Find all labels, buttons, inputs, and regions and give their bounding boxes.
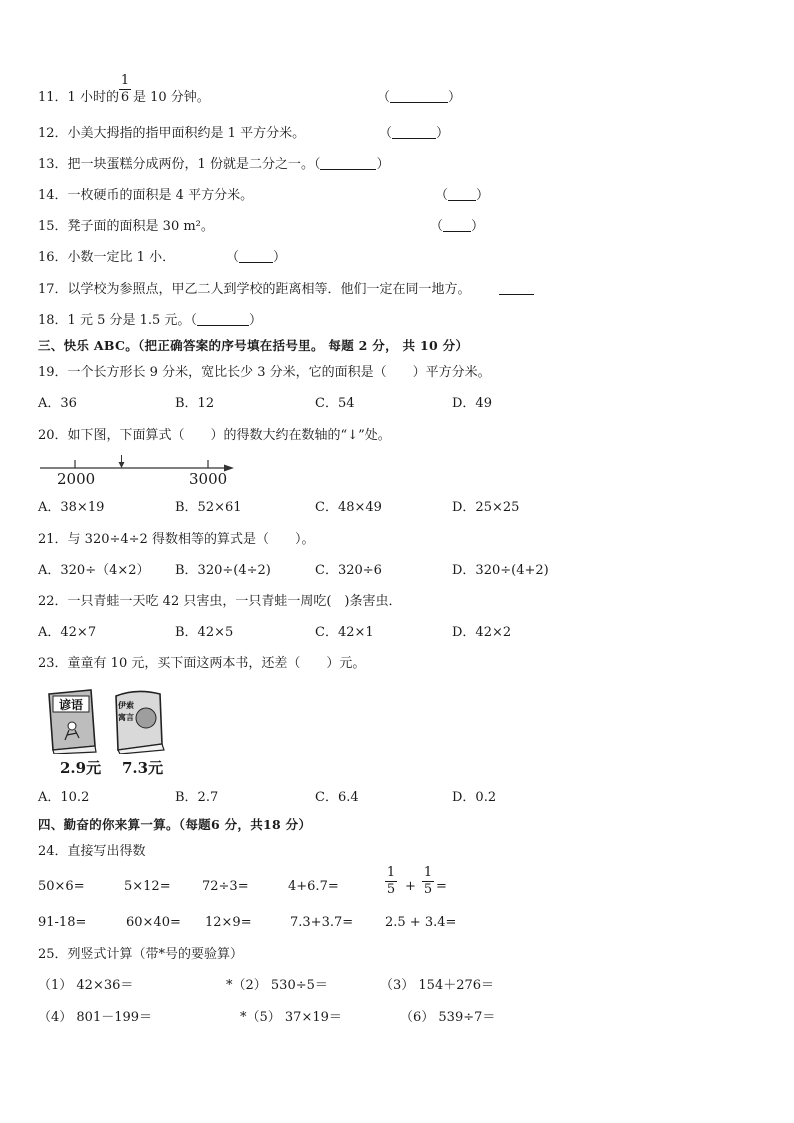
book-aesop-title-line2: 寓言 xyxy=(118,713,134,722)
q22-number: 22． xyxy=(38,594,68,609)
q12-number: 12． xyxy=(38,126,68,141)
q21-option-c[interactable]: C．320÷6 xyxy=(315,563,382,578)
q11-text-b: 是 10 分钟。 xyxy=(132,90,210,105)
axis-label-3000: 3000 xyxy=(189,470,228,488)
question-16 xyxy=(38,250,175,266)
q13-text: 把一块蛋糕分成两份，1 份就是二分之一。 xyxy=(67,157,314,172)
q11-frac-denominator: 6 xyxy=(120,90,130,105)
q15-number: 15． xyxy=(38,219,68,234)
book-proverbs-title: 谚语 xyxy=(58,698,84,712)
q24-fraction-a xyxy=(385,866,397,897)
question-21 xyxy=(38,532,314,548)
q17-number: 17． xyxy=(38,282,68,297)
q13-answer-blank[interactable]: （ ） xyxy=(313,157,390,172)
q25-text: 列竖式计算（带*号的要验算） xyxy=(67,947,244,962)
q24-text: 直接写出得数 xyxy=(67,844,146,859)
q21-option-a[interactable]: A．320÷（4×2） xyxy=(38,563,150,578)
q15-answer-blank[interactable]: （ ） xyxy=(430,219,485,234)
question-13 xyxy=(38,157,389,173)
q21-option-d[interactable]: D．320÷(4+2) xyxy=(452,563,549,578)
q22-option-a[interactable]: A．42×7 xyxy=(38,625,97,640)
q12-text: 小美大拇指的指甲面积约是 1 平方分米。 xyxy=(67,126,306,141)
q18-answer-blank[interactable]: （ ） xyxy=(190,313,262,328)
q25-item-3[interactable]: （3） 154＋276＝ xyxy=(380,978,495,993)
q17-text: 以学校为参照点，甲乙二人到学校的距离相等．他们一定在同一地方。 xyxy=(67,282,471,297)
q21-text: 与 320÷4÷2 得数相等的算式是（ ）。 xyxy=(67,532,315,547)
question-23 xyxy=(38,656,365,672)
q22-text: 一只青蛙一天吃 42 只害虫，一只青蛙一周吃( )条害虫． xyxy=(67,594,402,609)
q12-answer-blank[interactable]: （ ） xyxy=(379,126,450,141)
question-22 xyxy=(38,594,402,610)
q23-text: 童童有 10 元，买下面这两本书，还差（ ）元。 xyxy=(67,656,366,671)
q19-option-b[interactable]: B．12 xyxy=(175,396,215,411)
q24-item-9[interactable]: 7.3+3.7= xyxy=(290,915,354,930)
q11-fraction xyxy=(119,74,131,105)
q18-number: 18． xyxy=(38,313,68,328)
q22-option-b[interactable]: B．42×5 xyxy=(175,625,234,640)
q21-option-b[interactable]: B．320÷(4÷2) xyxy=(175,563,271,578)
q23-option-b[interactable]: B．2.7 xyxy=(175,790,219,805)
question-15 xyxy=(38,219,214,235)
q17-answer-blank[interactable] xyxy=(499,282,534,298)
q14-answer-blank[interactable]: （ ） xyxy=(435,188,490,203)
q19-option-c[interactable]: C．54 xyxy=(315,396,355,411)
q25-item-1[interactable]: （1） 42×36＝ xyxy=(38,978,134,993)
q15-text: 凳子面的面积是 30 m²。 xyxy=(67,219,214,234)
q22-option-d[interactable]: D．42×2 xyxy=(452,625,512,640)
axis-label-2000: 2000 xyxy=(57,470,96,488)
q23-option-a[interactable]: A．10.2 xyxy=(38,790,90,805)
q14-text: 一枚硬币的面积是 4 平方分米。 xyxy=(67,188,254,203)
q11-text-a: 1 小时的 xyxy=(67,90,119,105)
q23-option-c[interactable]: C．6.4 xyxy=(315,790,359,805)
q24-item-6[interactable]: 91-18= xyxy=(38,915,87,930)
book-aesop-title-line1: 伊索 xyxy=(118,701,134,710)
q20-option-d[interactable]: D．25×25 xyxy=(452,500,520,515)
question-25 xyxy=(38,947,243,963)
q11-number: 11． xyxy=(38,90,68,105)
q24-item-1[interactable]: 50×6= xyxy=(38,879,85,894)
q22-option-c[interactable]: C．42×1 xyxy=(315,625,374,640)
q24-plus-sign: + xyxy=(405,879,416,894)
question-20 xyxy=(38,428,391,444)
q24-item-7[interactable]: 60×40= xyxy=(126,915,181,930)
q20-number: 20． xyxy=(38,428,68,443)
q25-item-5[interactable]: *（5） 37×19＝ xyxy=(240,1010,342,1025)
book-proverbs-price: 2.9元 xyxy=(60,759,102,777)
q16-text: 小数一定比 1 小． xyxy=(67,250,176,265)
q18-text: 1 元 5 分是 1.5 元。 xyxy=(67,313,191,328)
q25-item-4[interactable]: （4） 801－199＝ xyxy=(38,1010,153,1025)
q24-item-3[interactable]: 72÷3= xyxy=(202,879,249,894)
q25-item-2[interactable]: *（2） 530÷5＝ xyxy=(226,978,328,993)
book-aesop-illustration xyxy=(110,688,168,754)
q24-fraction-equals[interactable]: = xyxy=(436,879,447,894)
q24-frac-b-denominator: 5 xyxy=(423,882,433,897)
q19-text: 一个长方形长 9 分米，宽比长少 3 分米，它的面积是（ ）平方分米。 xyxy=(67,365,491,380)
question-24 xyxy=(38,844,146,860)
book-proverbs-illustration xyxy=(45,688,99,754)
q16-answer-blank[interactable]: （ ） xyxy=(226,250,287,265)
question-12 xyxy=(38,126,305,142)
q20-text: 如下图，下面算式（ ）的得数大约在数轴的“↓”处。 xyxy=(67,428,391,443)
book-proverbs xyxy=(45,688,99,754)
q25-number: 25． xyxy=(38,947,68,962)
q24-frac-a-numerator: 1 xyxy=(386,865,396,880)
q23-number: 23． xyxy=(38,656,68,671)
q24-frac-a-denominator: 5 xyxy=(386,882,396,897)
q24-number: 24． xyxy=(38,844,68,859)
q14-number: 14． xyxy=(38,188,68,203)
q20-option-c[interactable]: C．48×49 xyxy=(315,500,382,515)
q23-option-d[interactable]: D．0.2 xyxy=(452,790,497,805)
book-aesop-fables xyxy=(110,688,168,754)
q24-item-8[interactable]: 12×9= xyxy=(205,915,252,930)
q11-frac-numerator: 1 xyxy=(120,73,130,88)
q20-option-b[interactable]: B．52×61 xyxy=(175,500,242,515)
q11-answer-blank[interactable]: （ ） xyxy=(377,90,462,105)
q19-number: 19． xyxy=(38,365,68,380)
section-3-heading: 三、快乐 ABC。（把正确答案的序号填在括号里。 每题 2 分， 共 10 分） xyxy=(38,338,469,353)
section-4-heading: 四、勤奋的你来算一算。（每题6 分，共18 分） xyxy=(38,817,312,832)
q24-item-10[interactable]: 2.5 + 3.4= xyxy=(385,915,457,930)
q21-number: 21． xyxy=(38,532,68,547)
question-14 xyxy=(38,188,253,204)
q24-fraction-b xyxy=(422,866,434,897)
q13-number: 13． xyxy=(38,157,68,172)
down-arrow-marker xyxy=(119,455,125,468)
q20-option-a[interactable]: A．38×19 xyxy=(38,500,105,515)
q19-option-a[interactable]: A．36 xyxy=(38,396,77,411)
question-18 xyxy=(38,313,262,329)
question-19 xyxy=(38,365,491,381)
q24-item-4[interactable]: 4+6.7= xyxy=(288,879,339,894)
question-17 xyxy=(38,282,471,298)
book-aesop-price: 7.3元 xyxy=(122,759,164,777)
q16-number: 16． xyxy=(38,250,68,265)
q19-option-d[interactable]: D．49 xyxy=(452,396,492,411)
q25-item-6[interactable]: （6） 539÷7＝ xyxy=(400,1010,496,1025)
q24-item-2[interactable]: 5×12= xyxy=(124,879,171,894)
q24-frac-b-numerator: 1 xyxy=(423,865,433,880)
